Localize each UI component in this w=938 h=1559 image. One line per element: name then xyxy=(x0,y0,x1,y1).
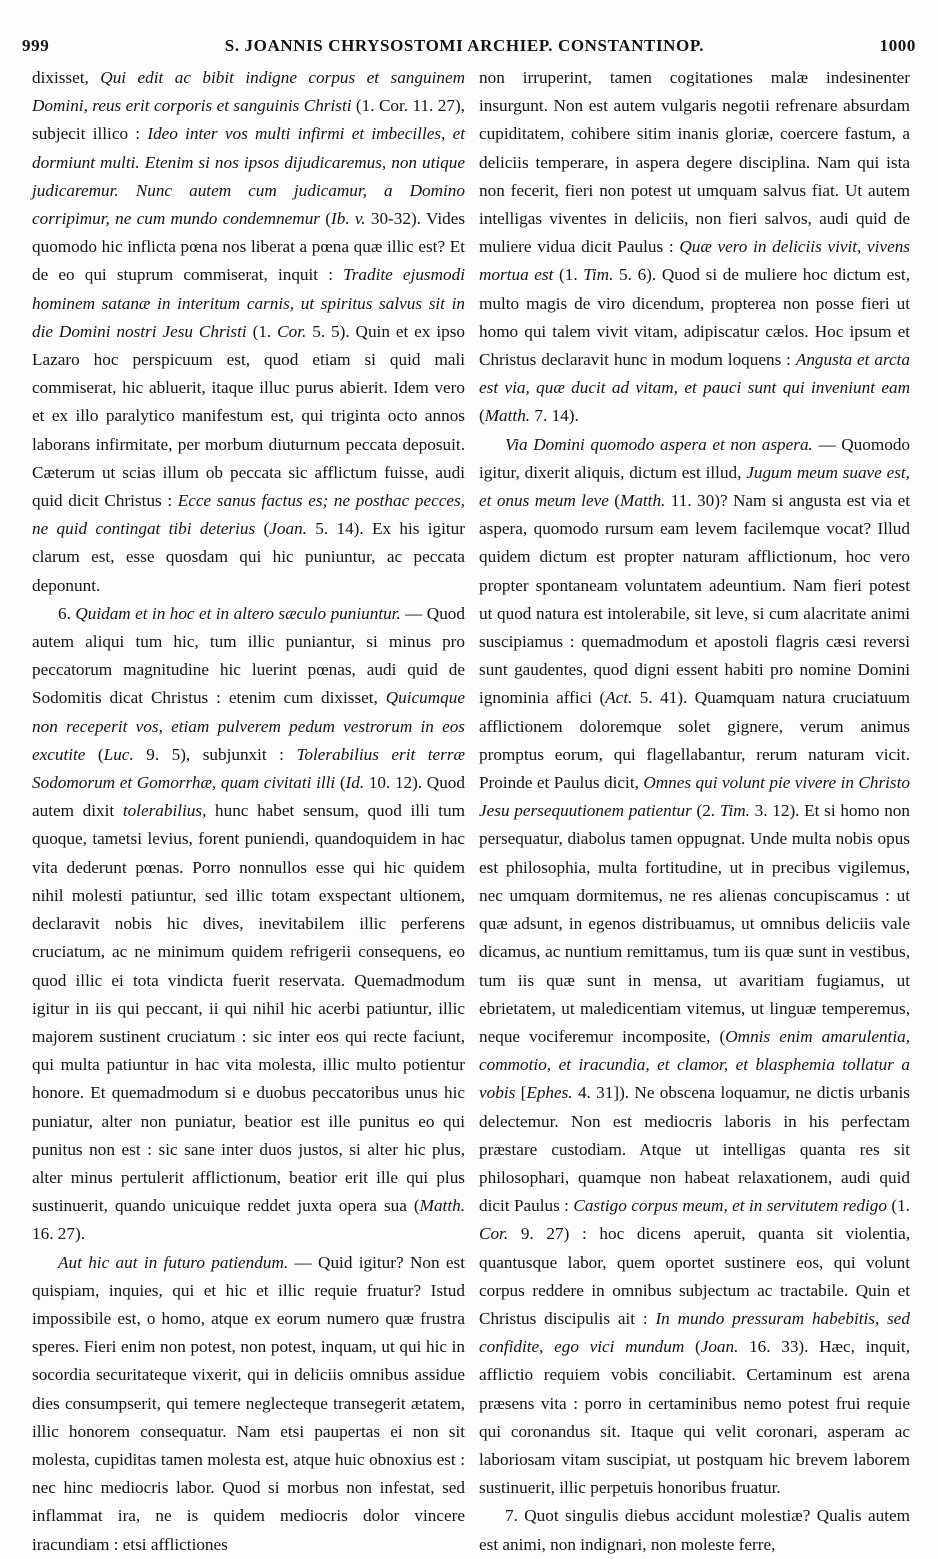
text-run: dixisset, xyxy=(32,68,101,87)
text-run: 7. 14). xyxy=(530,406,579,426)
italic-text-run: Joan. xyxy=(269,519,307,539)
italic-text-run: Quæ vero in deliciis vivit, vivens mortua est xyxy=(479,237,910,285)
italic-text-run: Aut hic aut in futuro patiendum. xyxy=(58,1252,289,1272)
text-run: 5. 41). Quamquam natura cruciatuum afflictionem doloremque solet gignere, verum animus promptus eorum, qui flagellabantur, rerum naturam vicit. Proinde et Paulus dicit, xyxy=(479,688,910,793)
text-run: 5. 5). Quin et ex ipso Lazaro hoc perspicuum est, quod etiam si quid mali commiserat, hic abluerit, itaque illuc purus abierit. Idem vero et ex illo paralytico manifestum est, qui triginta octo annos laborans infirmitate, per morbum diuturnum peccata deposuit. Cæterum ut scias illum ob peccata sic afflictum fuisse, audi quid dicit Christus : xyxy=(32,321,465,511)
text-run: ( xyxy=(608,491,620,511)
paragraph xyxy=(32,1249,465,1559)
text-run: (2. xyxy=(691,801,720,821)
text-run: 11. 30)? Nam si angusta est via et aspera, quomodo rursum eam levem facilemque vocat? Illud quidem dictum est propter naturam afflictionum, hoc vero propter spontaneam voluntatem adeuntium. Nam fieri potest ut quod natura est intolerabile, sit leve, si cum alacritate animi suscipiamus : quemadmodum et apostoli flagris cæsi reversi sunt gaudentes, quod digni essent habiti pro nomine Domini ignominia affici ( xyxy=(479,491,910,708)
italic-text-run: Luc. xyxy=(103,744,134,764)
italic-text-run: Cor. xyxy=(479,1224,509,1244)
running-header xyxy=(22,32,916,60)
italic-text-run: Castigo corpus meum, et in servitutem redigo xyxy=(573,1196,887,1216)
text-run: 5. 14). Ex his igitur clarum est, esse quosdam qui hic puniuntur, ac peccata deponunt. xyxy=(32,519,465,595)
italic-text-run: Cor. xyxy=(277,321,307,341)
running-title: S. JOANNIS CHRYSOSTOMI ARCHIEP. CONSTANTINOP. xyxy=(224,36,705,55)
text-run: hunc habet sensum, quod illi tum quoque, tametsi levius, forent puniendi, quandoquidem in hac vita dederunt pœnas. Porro nonnullos esse qui hic quidem nihil molesti patiuntur, sed illic totam exspectant ultionem, declaravit nobis hic dives, inevitabilem illic perferens cruciatum, ac ne minimum quidem refrigerii consequens, eo quod illic ei tota vindicta fuerit reservata. Quemadmodum igitur in iis qui peccant, ii qui nihil hic acerbi patiuntur, illic majorem sustinent cruciatum : sic inter eos qui recte faciunt, qui multa patiuntur in hac vita molesta, illic multo potientur honore. Et quemadmodum si e duobus peccatoribus unus hic puniatur, alter non puniatur, beatior est ille punitus eo qui punitus non est : sic sane inter duos justos, si alter hic plus, alter minus pertulerit afflictionum, beatior erit ille qui plus sustinuerit, quando unicuique reddet juxta opera sua ( xyxy=(32,801,465,1216)
text-run: 5. 6). Quod si de muliere hoc dictum est, multo magis de viro dicendum, propterea non posse fieri ut homo qui talem vivit vitam, adipiscatur cælos. Hoc ipsum et Christus declaravit hunc in modum loquens : xyxy=(479,265,910,370)
italic-text-run: Id. xyxy=(345,773,365,793)
text-run: 4. 31]). Ne obscena loquamur, ne dictis urbanis delectemur. Non est mediocris laboris in his perfectam præstare custodiam. Atque ut intelligas quanta res sit philosophari, quamque non habeat relaxationem, audi quid dicit Paulus : xyxy=(479,1083,910,1216)
italic-text-run: Ephes. xyxy=(526,1083,573,1103)
text-run: 9. 5), subjunxit : xyxy=(133,744,297,764)
text-run: 30-32). Vides quomodo hic inflicta pœna nos liberat a pœna quæ illic est? Et de eo qui stuprum commiserat, inquit : xyxy=(32,209,466,285)
text-run: 16. 27). xyxy=(32,1224,85,1244)
text-run: — Quod autem aliqui tum hic, tum illic puniantur, si minus pro peccatorum magnitudine hic luerint pœnas, audi quid de Sodomitis dicat Christus : etenim cum dixisset, xyxy=(32,603,465,708)
page-number-left: 999 xyxy=(22,36,50,55)
italic-text-run: Quidam et in hoc et in altero sæculo puniuntur. xyxy=(75,603,401,623)
paragraph xyxy=(32,600,465,1249)
text-run: ( xyxy=(684,1337,701,1357)
text-run: 16. 33). Hæc, inquit, afflictio requiem vobis conciliabit. Certaminum est arena præsens vita : porro in certaminibus nemo potest frui requie qui coronandus sit. Itaque qui velit coronari, asperam ac laboriosam vitam suscipiat, ut postquam hic brevem laborem sustinuerit, illic perpetuis honoribus fruatur. xyxy=(479,1337,910,1498)
italic-text-run: Matth. xyxy=(484,406,531,426)
text-run: (1. Cor. 11. 27), subjecit illico : xyxy=(32,96,465,144)
italic-text-run: tolerabilius, xyxy=(122,801,207,821)
paragraph xyxy=(479,64,910,431)
italic-text-run: Matth. xyxy=(620,491,666,511)
text-run: ( xyxy=(85,744,104,764)
italic-text-run: Ideo inter vos multi infirmi et imbecilles, et dormiunt multi. Etenim si nos ipsos dijudicaremus, non utique judicaremur. Nunc autem cum judicamur, a Domino corripimur, ne cum mundo condemnemur xyxy=(32,124,465,229)
italic-text-run: Matth. xyxy=(419,1196,465,1216)
italic-text-run: Tim. xyxy=(719,801,750,821)
italic-text-run: Qui edit ac bibit indigne corpus et sanguinem Domini, reus erit corporis et sanguinis Christi xyxy=(32,68,465,116)
text-run: ( xyxy=(255,519,270,539)
text-run: 9. 27) : hoc dicens aperuit, quanta sit violentia, quantusque labor, quem oportet sustinere eos, qui volunt corpus reddere in omnibus subjectum ac tractabile. Quin et Christus discipulis ait : xyxy=(479,1224,910,1328)
italic-text-run: Omnis enim amarulentia, commotio, et iracundia, et clamor, et blasphemia tollatur a vobis xyxy=(479,1026,910,1103)
text-run: 6. xyxy=(58,603,76,623)
paragraph xyxy=(32,64,465,600)
text-run: — Quomodo igitur, dixerit aliquis, dictum est illud, xyxy=(479,434,910,482)
right-column xyxy=(479,64,910,1554)
text-run: 7. Quot singulis diebus accidunt molestiæ? Qualis autem est animi, non indignari, non moleste ferre, xyxy=(479,1506,910,1554)
italic-text-run: Jugum meum suave est, et onus meum leve xyxy=(479,462,910,511)
text-run: (1. xyxy=(246,321,278,341)
text-run: ( xyxy=(319,209,331,229)
italic-text-run: In mundo pressuram habebitis, sed confidite, ego vici mundum xyxy=(479,1308,910,1357)
text-run: non irruperint, tamen cogitationes malæ indesinenter insurgunt. Non est autem vulgaris negotii refrenare absurdam cupiditatem, cohibere sitim inanis gloriæ, coercere fastum, a deliciis temperare, in aspera degere disciplina. Nam qui ista non fecerit, fieri non potest ut umquam salvus fiat. Ut autem intelligas viventes in deliciis, non fieri salvos, audi quid de muliere vidua dicit Paulus : xyxy=(479,68,910,257)
italic-text-run: Via Domini quomodo aspera et non aspera. xyxy=(505,434,813,454)
text-run: [ xyxy=(515,1083,527,1103)
text-run: — Quid igitur? Non est quispiam, inquies, qui et hic et illic requie fruatur? Istud impossibile est, o homo, atque ex eorum numero quæ frustra speres. Fieri enim non potest, non potest, inquam, ut qui hic in socordia securitateque vixerit, qui in deliciis omnibus assidue dies consumpserit, qui temere neglecteque transegerit ætatem, illic honorem consequatur. Nam etsi paupertas ei non sit molesta, cupiditas tamen molesta est, atque huic obnoxius est : nec hinc mediocris labor. Quod si morbus non infestat, sed inflammat ira, ne is quidem mediocris dolor vincere iracundiam : etsi afflictiones xyxy=(32,1252,465,1554)
italic-text-run: Omnes qui volunt pie vivere in Christo Jesu persequutionem patientur xyxy=(479,773,910,821)
italic-text-run: Ib. v. xyxy=(331,209,366,229)
paragraph xyxy=(479,431,910,1503)
text-run: (1. xyxy=(886,1196,910,1216)
italic-text-run: Ecce sanus factus es; ne posthac pecces, ne quid contingat tibi deterius xyxy=(32,491,465,539)
italic-text-run: Act. xyxy=(605,688,633,708)
text-run: ( xyxy=(335,773,346,793)
paragraph xyxy=(479,1502,910,1558)
italic-text-run: Tradite ejusmodi hominem satanæ in interitum carnis, ut spiritus salvus sit in die Domini nostri Jesu Christi xyxy=(32,265,465,341)
text-run: 10. 12). Quod autem dixit xyxy=(32,773,465,821)
text-run: ( xyxy=(479,406,485,426)
italic-text-run: Angusta et arcta est via, quæ ducit ad vitam, et pauci sunt qui inveniunt eam xyxy=(479,350,910,398)
italic-text-run: Quicumque non receperit vos, etiam pulverem pedum vestrorum in eos excutite xyxy=(32,688,465,764)
page-number-right: 1000 xyxy=(879,36,916,55)
text-run: (1. xyxy=(553,265,584,285)
text-run: 3. 12). Et si homo non persequatur, diabolus tamen oppugnat. Unde multa nobis opus est philosophia, multa fortitudine, ut in precibus vigilemus, nec umquam dormitemus, ne res alienas concupiscamus : ut quæ adsunt, in egenos distribuamus, ut omnibus deliciis vale dicamus, ac nuntium remittamus, tum iis quæ sunt in vestibus, tum iis quæ sunt in mensa, ut avaritiam fugiamus, ut ebrietatem, ut maledicentiam vitemus, ut linguæ temperemus, neque vociferemur incomposite, ( xyxy=(479,801,910,1046)
left-column xyxy=(32,64,466,1554)
italic-text-run: Joan. xyxy=(700,1337,739,1357)
italic-text-run: Tolerabilius erit terræ Sodomorum et Gomorrhæ, quam civitati illi xyxy=(32,744,466,793)
italic-text-run: Tim. xyxy=(583,265,614,285)
